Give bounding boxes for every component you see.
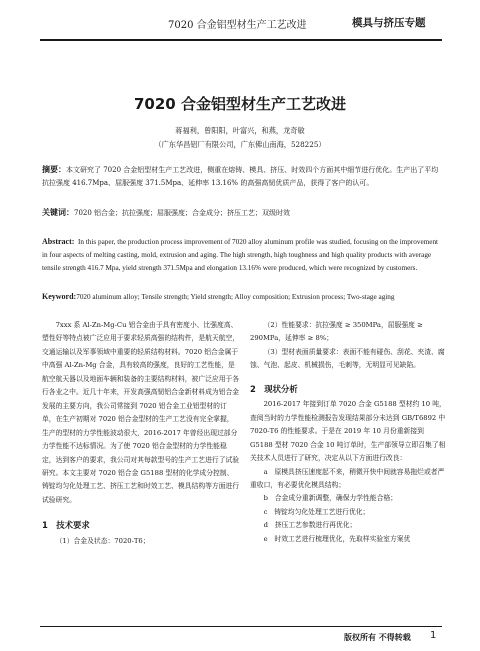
section-2-heading: 2 现状分析 bbox=[250, 383, 298, 394]
intro-paragraph: 7xxx 系 Al-Zn-Mg-Cu 铝合金由于具有密度小、比强度高、塑性好等特点被广泛应用于要求轻质高强的结构件，是航天航空，交通运输以及军事领域中重要的轻质结构材料。7020 铝合金属于中高强 Al-Zn-Mg 合金，具有较高的强度，良好的工艺性能，是航空航天器以及地面车辆和装备的主要结构材料，被广泛应用于各行各业之中。近几十年来，开发高强高韧铝合金新材料成为铝合金发展的主要方向，我公司常接到 7020 铝合金工业铝型材的订单，在生产初期对 7020 铝合金型材的生产工艺没有完全掌握，生产的型材的力学性能波动很大，2016-2017 年曾经出现过部分力学性能不达标情况。为了使 7020 铝合金型材的力学性能稳定，达到客户的要求，我公司对其每款型号的生产工艺进行了试验研究。本文主要对 7020 铝合金 G5188 型材的化学成分控制、铸锭均匀化处理工艺、挤压工艺和时效工艺、模具结构等方面进行试验研究。 bbox=[42, 321, 240, 504]
body-right-column bbox=[250, 319, 448, 546]
requirement-item-3: （3）型材表面质量要求：表面不能有碰伤、刮花、夹渣、腐蚀、气泡、起皮、机械损伤，毛刺等，无明显可见缺陷。 bbox=[250, 347, 445, 370]
footer-rule bbox=[40, 626, 442, 627]
keywords-en bbox=[42, 291, 442, 303]
header-rule bbox=[40, 39, 442, 41]
abstract-cn bbox=[42, 163, 442, 190]
list-item-b: b 合金成分重新调整，确保力学性能合格； bbox=[263, 494, 398, 503]
list-item-d: d 挤压工艺参数进行再优化； bbox=[263, 521, 357, 530]
keywords-en-label: Keyword: bbox=[42, 292, 77, 301]
page-number: 1 bbox=[430, 630, 437, 641]
section-name: 模具与挤压专题 bbox=[352, 17, 426, 29]
abstract-cn-label: 摘要： bbox=[42, 165, 66, 174]
requirement-item-1: （1）合金及状态：7020-T6； bbox=[55, 536, 150, 545]
affiliation: （广东华昌铝厂有限公司，广东佛山南海，528225） bbox=[154, 140, 326, 149]
abstract-cn-text: 本文研究了 7020 合金铝型材生产工艺改进，侧重在熔铸、模具、挤压、时效四个方面其中细节进行优化。生产出了平均抗拉强度 416.7Mpa、屈服强度 371.5Mpa、延伸率 13.16% 的高强高韧优质产品，获得了客户的认可。 bbox=[42, 166, 439, 187]
list-item-c: c 铸锭均匀化处理工艺进行优化； bbox=[263, 507, 370, 516]
copyright-notice: 版权所有 不得转载 bbox=[344, 632, 411, 642]
list-item-e: e 时效工艺进行梳理优化，先取样实验室方案优 bbox=[263, 534, 411, 543]
keywords-cn bbox=[42, 207, 442, 219]
authors: 蒋福利，曾阳阳，叶富兴，和燕，龙奇敏 bbox=[175, 126, 305, 135]
section-1-heading: 1 技术要求 bbox=[42, 520, 90, 531]
article-title: 7020 合金铝型材生产工艺改进 bbox=[134, 95, 346, 113]
abstract-en-text: In this paper, the production process improvement of 7020 alloy aluminum profile was studied, focusing on the improvement in four aspects of melting casting, mold, extrusion and aging. The high strength, high toughness and high quality products with average tensile strength 416.7 Mpa, yield strength 371.5Mpa and elongation 13.16% were produced, which were recognized by customers. bbox=[42, 238, 439, 273]
body-left-column bbox=[42, 319, 240, 548]
running-header bbox=[0, 0, 480, 44]
keywords-en-text: 7020 aluminum alloy; Tensile strength; Yield strength; Alloy composition; Extrusion process; Two-stage aging bbox=[76, 293, 395, 301]
requirement-item-2: （2）性能要求：抗拉强度 ≥ 350MPa，屈服强度 ≥ 290MPa，延伸率 ≥ 8%； bbox=[250, 321, 423, 343]
running-title: 7020 合金铝型材生产工艺改进 bbox=[168, 20, 307, 31]
status-paragraph: 2016-2017 年接到订单 7020 合金 G5188 型材约 10 吨，查阅当时的力学性能检测报告发现结果部分未达到 GB/T6892 中 7020-T6 的性能要求。于是在 2019 年 10 月份重新接到 G5188 型材 7020 合金 10 吨订单时，生产部领导立即召集了相关技术人员进行了研究，决定从以下方面进行改良： bbox=[250, 400, 446, 463]
list-item-a: a 原模具挤压速度起不来，稍微开快中间就容易拖烂或者严重收口，有必要优化模具结构； bbox=[250, 467, 445, 489]
keywords-cn-label: 关键词： bbox=[42, 208, 74, 217]
abstract-en-label: Abstract: bbox=[42, 237, 75, 246]
keywords-cn-text: 7020 铝合金；抗拉强度；屈服强度；合金成分；挤压工艺；双级时效 bbox=[74, 209, 291, 217]
abstract-en bbox=[42, 235, 442, 276]
